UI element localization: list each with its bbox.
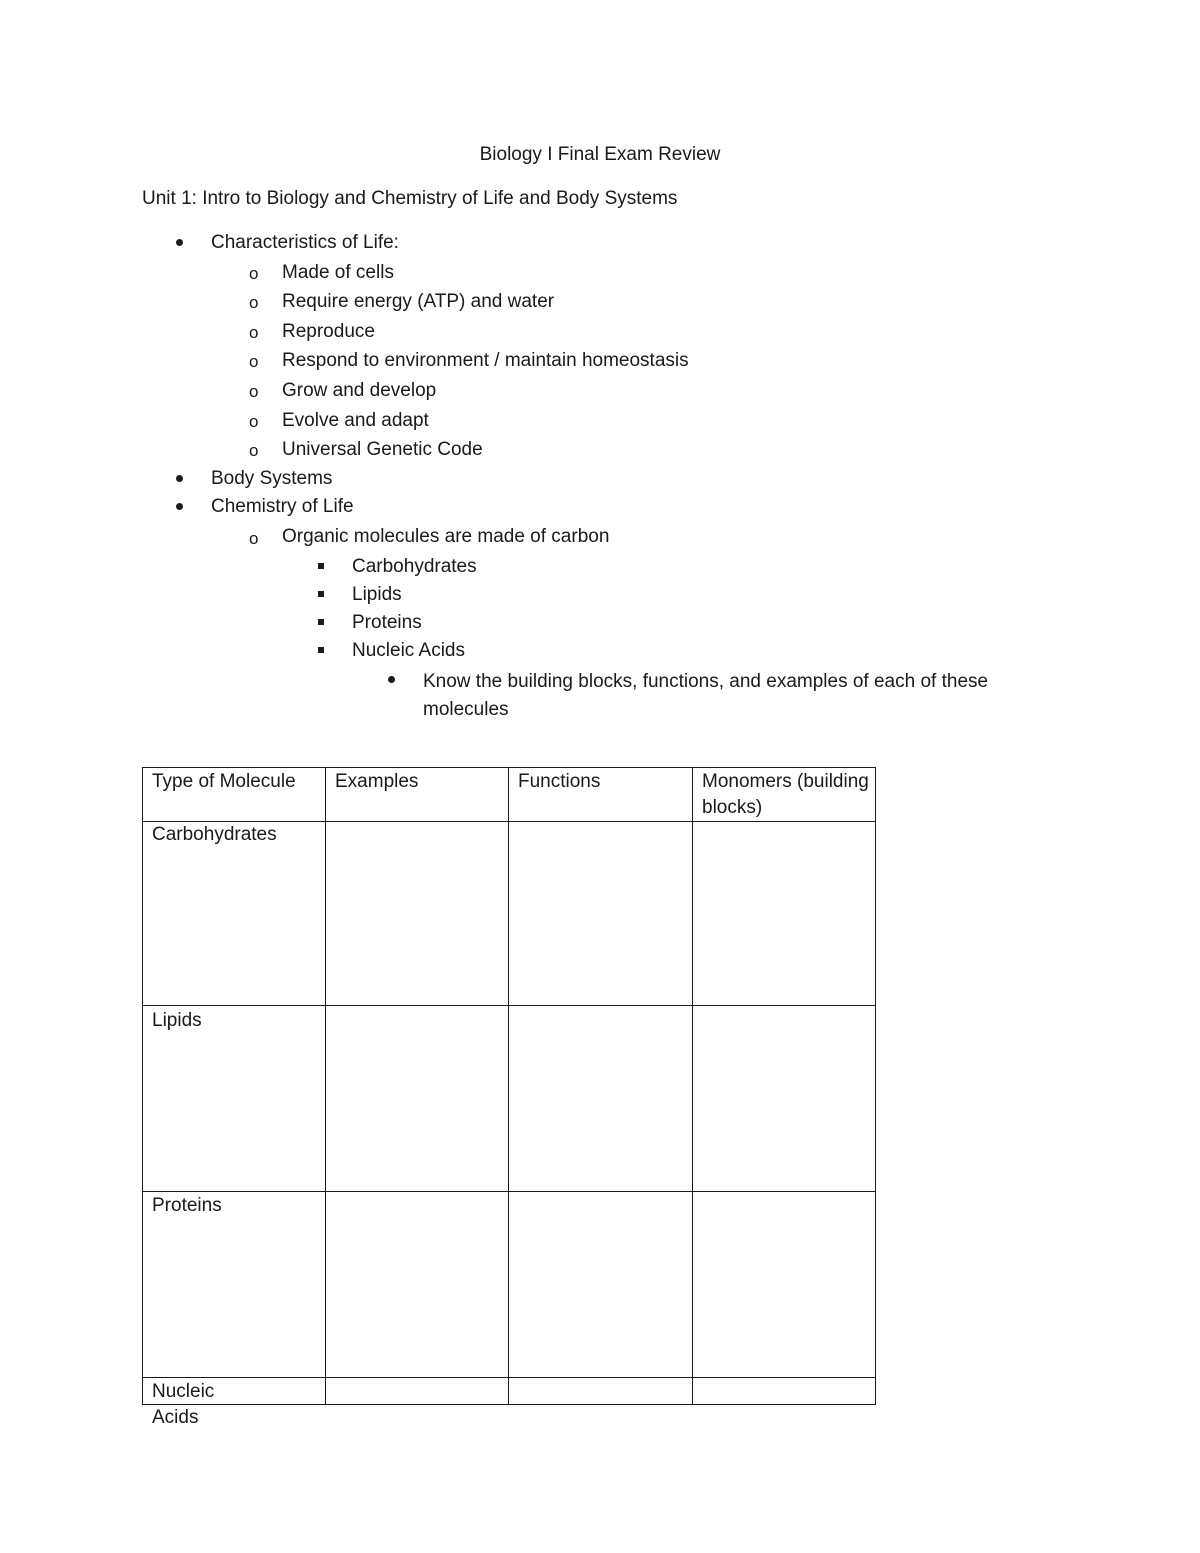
table-rule xyxy=(142,1191,876,1192)
bullet-square xyxy=(318,591,324,597)
table-rule xyxy=(142,1377,876,1378)
table-row-label: Lipids xyxy=(152,1010,202,1031)
table-row-label: Nucleic Acids xyxy=(152,1381,215,1428)
table-header-cell: Monomers (building blocks) xyxy=(702,771,869,818)
characteristic-item: Reproduce xyxy=(282,321,375,342)
table-header-cell: Examples xyxy=(335,771,419,792)
bullet-o: o xyxy=(249,264,259,283)
table-row-label: Proteins xyxy=(152,1195,222,1216)
bullet-o: o xyxy=(249,441,259,460)
table-rule xyxy=(692,767,693,1405)
characteristic-item: Require energy (ATP) and water xyxy=(282,291,555,312)
characteristic-item: Grow and develop xyxy=(282,380,437,401)
table-header-cell: Type of Molecule xyxy=(152,771,296,792)
chemistry-label: Chemistry of Life xyxy=(211,496,354,517)
molecule-item: Proteins xyxy=(352,612,422,633)
bullet-disc xyxy=(176,475,183,482)
bullet-disc xyxy=(176,239,183,246)
bullet-disc xyxy=(388,676,395,683)
table-rule xyxy=(508,767,509,1405)
table-header-cell: Functions xyxy=(518,771,601,792)
table-rule xyxy=(875,767,876,1405)
molecule-item: Nucleic Acids xyxy=(352,640,465,661)
molecule-item: Carbohydrates xyxy=(352,556,477,577)
table-rule xyxy=(142,767,876,768)
body-systems-label: Body Systems xyxy=(211,468,333,489)
bullet-o: o xyxy=(249,382,259,401)
bullet-square xyxy=(318,563,324,569)
bullet-square xyxy=(318,619,324,625)
bullet-o: o xyxy=(249,352,259,371)
bullet-o: o xyxy=(249,412,259,431)
bullet-o: o xyxy=(249,529,259,548)
table-rule xyxy=(142,1404,876,1405)
bullet-disc xyxy=(176,503,183,510)
table-rule xyxy=(325,767,326,1405)
molecule-item: Lipids xyxy=(352,584,402,605)
bullet-o: o xyxy=(249,293,259,312)
characteristic-item: Evolve and adapt xyxy=(282,410,429,431)
bullet-o: o xyxy=(249,323,259,342)
characteristic-item: Respond to environment / maintain homeostasis xyxy=(282,350,689,371)
characteristics-label: Characteristics of Life: xyxy=(211,232,399,253)
chemistry-subitem: Organic molecules are made of carbon xyxy=(282,526,610,547)
characteristic-item: Universal Genetic Code xyxy=(282,439,483,460)
page-title: Biology I Final Exam Review xyxy=(479,144,721,165)
molecule-note: Know the building blocks, functions, and examples of each of these molecules xyxy=(423,671,989,720)
bullet-square xyxy=(318,647,324,653)
table-rule xyxy=(142,767,143,1405)
table-row-label: Carbohydrates xyxy=(152,824,277,845)
table-rule xyxy=(142,1005,876,1006)
characteristic-item: Made of cells xyxy=(282,262,394,283)
unit-heading: Unit 1: Intro to Biology and Chemistry of Life and Body Systems xyxy=(142,188,678,209)
